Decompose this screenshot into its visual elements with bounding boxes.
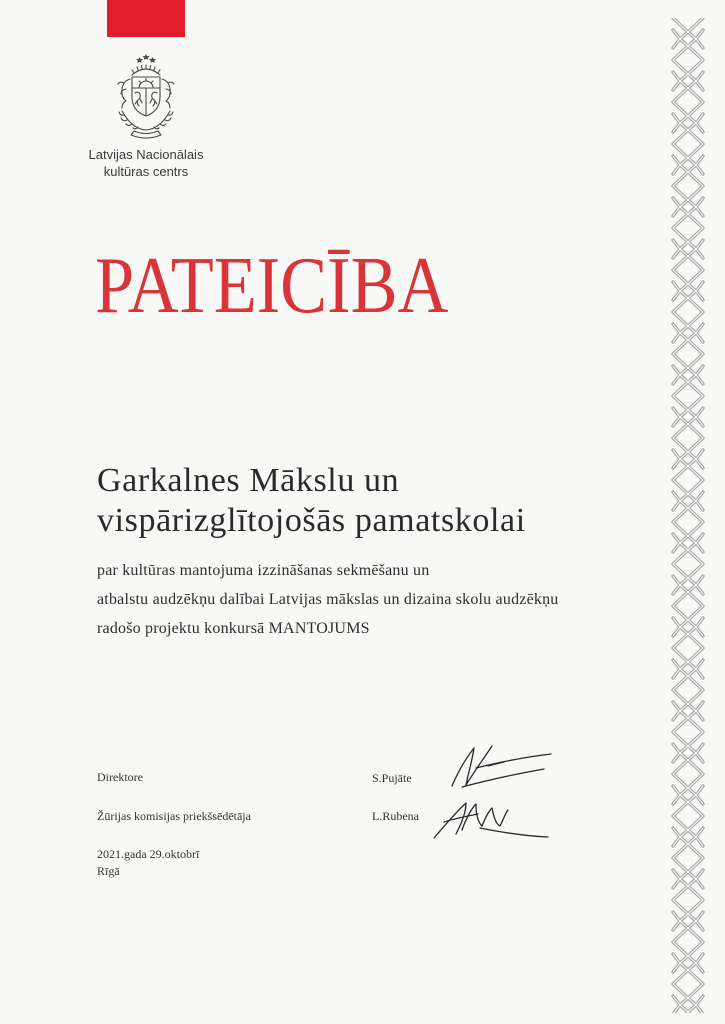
folk-ornament-border xyxy=(668,18,708,1013)
organization-name-line1: Latvijas Nacionālais xyxy=(88,147,204,162)
red-accent-tab xyxy=(107,0,185,37)
signature-jury-chair xyxy=(434,803,548,838)
reason-line: atbalstu audzēkņu dalībai Latvijas mākslas un dizaina skolu audzēkņu xyxy=(97,591,559,608)
reason-line: radošo projektu konkursā MANTOJUMS xyxy=(97,620,370,637)
document-title: PATEICĪBA xyxy=(95,242,449,330)
recipient-line1: Garkalnes Mākslu un xyxy=(97,462,400,499)
issue-date: 2021.gada 29.oktobrī xyxy=(97,847,200,861)
organization-name-line2: kultūras centrs xyxy=(103,164,189,179)
signatory-name-director: S.Pujāte xyxy=(372,771,412,785)
signatory-name-jury-chair: L.Rubena xyxy=(372,809,419,823)
reason-line: par kultūras mantojuma izzināšanas sekmēšanu un xyxy=(97,562,430,579)
signature-director xyxy=(452,746,551,787)
signatory-role-director: Direktore xyxy=(97,770,143,784)
signatory-role-jury-chair: Žūrijas komisijas priekšsēdētāja xyxy=(97,809,251,823)
issue-place: Rīgā xyxy=(97,864,120,878)
coat-of-arms-icon xyxy=(104,53,188,139)
recipient-line2: vispārizglītojošās pamatskolai xyxy=(97,502,526,539)
